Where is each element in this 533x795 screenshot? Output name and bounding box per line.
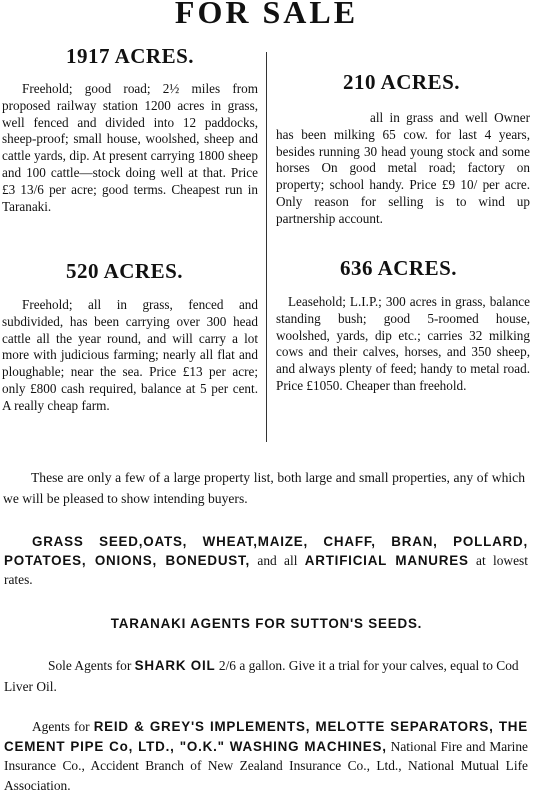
- sutton-agents: TARANAKI AGENTS FOR SUTTON'S SEEDS.: [110, 616, 423, 631]
- agents-lead: Agents for: [32, 719, 90, 734]
- produce-connector: and all: [257, 553, 298, 568]
- listing-heading-636: 636 ACRES.: [340, 256, 458, 280]
- shark-oil-block: [4, 655, 528, 697]
- produce-items: GRASS SEED,OATS, WHEAT,MAIZE, CHAFF, BRAN, POLLARD, POTATOES, ONIONS, BONEDUST,: [4, 534, 528, 568]
- produce-block: [4, 532, 528, 589]
- listing-text-1917: Freehold; good road; 2½ miles from proposed railway station 1200 acres in grass, well fenced and divided into 12 paddocks, sheep-proof; small house, woolshed, sheep and cattle yards, dip. At present carrying 1800 sheep and 100 cattle—stock doing well at that. Price £3 13/6 per acre; good terms. Cheapest run in Taranaki.: [2, 81, 258, 214]
- agents-rest: National Fire and Marine Insurance Co., Accident Branch of New Zealand Insurance Co., Ltd., National Mutual Life Association.: [4, 738, 528, 793]
- shark-oil-lead: Sole Agents for: [48, 658, 132, 673]
- produce-rates: at lowest rates.: [4, 553, 528, 587]
- shark-oil-rest: 2/6 a gallon. Give it a trial for your calves, equal to Cod Liver Oil.: [4, 658, 519, 694]
- listing-heading-1917: 1917 ACRES.: [66, 44, 195, 68]
- produce-artificial: ARTIFICIAL MANURES: [304, 553, 469, 568]
- listing-text-520: Freehold; all in grass, fenced and subdivided, has been carrying over 300 head cattle all the year round, and will carry a lot more with judicious farming; nearly all flat and ploughable; near the sea. Price £13 per acre; only £800 cash required, balance at 5 per cent. A really cheap farm.: [2, 297, 258, 413]
- shark-oil-product: SHARK OIL: [134, 658, 216, 673]
- listing-text-210: all in grass and well Owner has been milking 65 cow. for last 4 years, besides running 30 head young stock and some horses On good metal road; factory on property; school handy. Price £9 10/ per acre. Only reason for selling is to wind up partnership account.: [276, 110, 530, 226]
- listing-heading-210: 210 ACRES.: [343, 70, 461, 94]
- page-title: FOR SALE: [174, 0, 359, 30]
- agents-block: [4, 717, 528, 795]
- agents-names: REID & GREY'S IMPLEMENTS, MELOTTE SEPARATORS, THE CEMENT PIPE Co, LTD., "O.K." WASHING MACHINES,: [4, 719, 529, 754]
- summary-text: These are only a few of a large property list, both large and small properties, any of which we will be pleased to show intending buyers.: [3, 470, 525, 506]
- column-divider: [266, 52, 267, 442]
- listing-heading-520: 520 ACRES.: [66, 259, 184, 283]
- listing-text-636: Leasehold; L.I.P.; 300 acres in grass, balance standing bush; good 5-roomed house, woolshed, yards, dip etc.; carries 32 milking cows and their calves, horses, and 350 sheep, and always plenty of feed; handy to metal road. Price £1050. Cheaper than freehold.: [276, 294, 530, 393]
